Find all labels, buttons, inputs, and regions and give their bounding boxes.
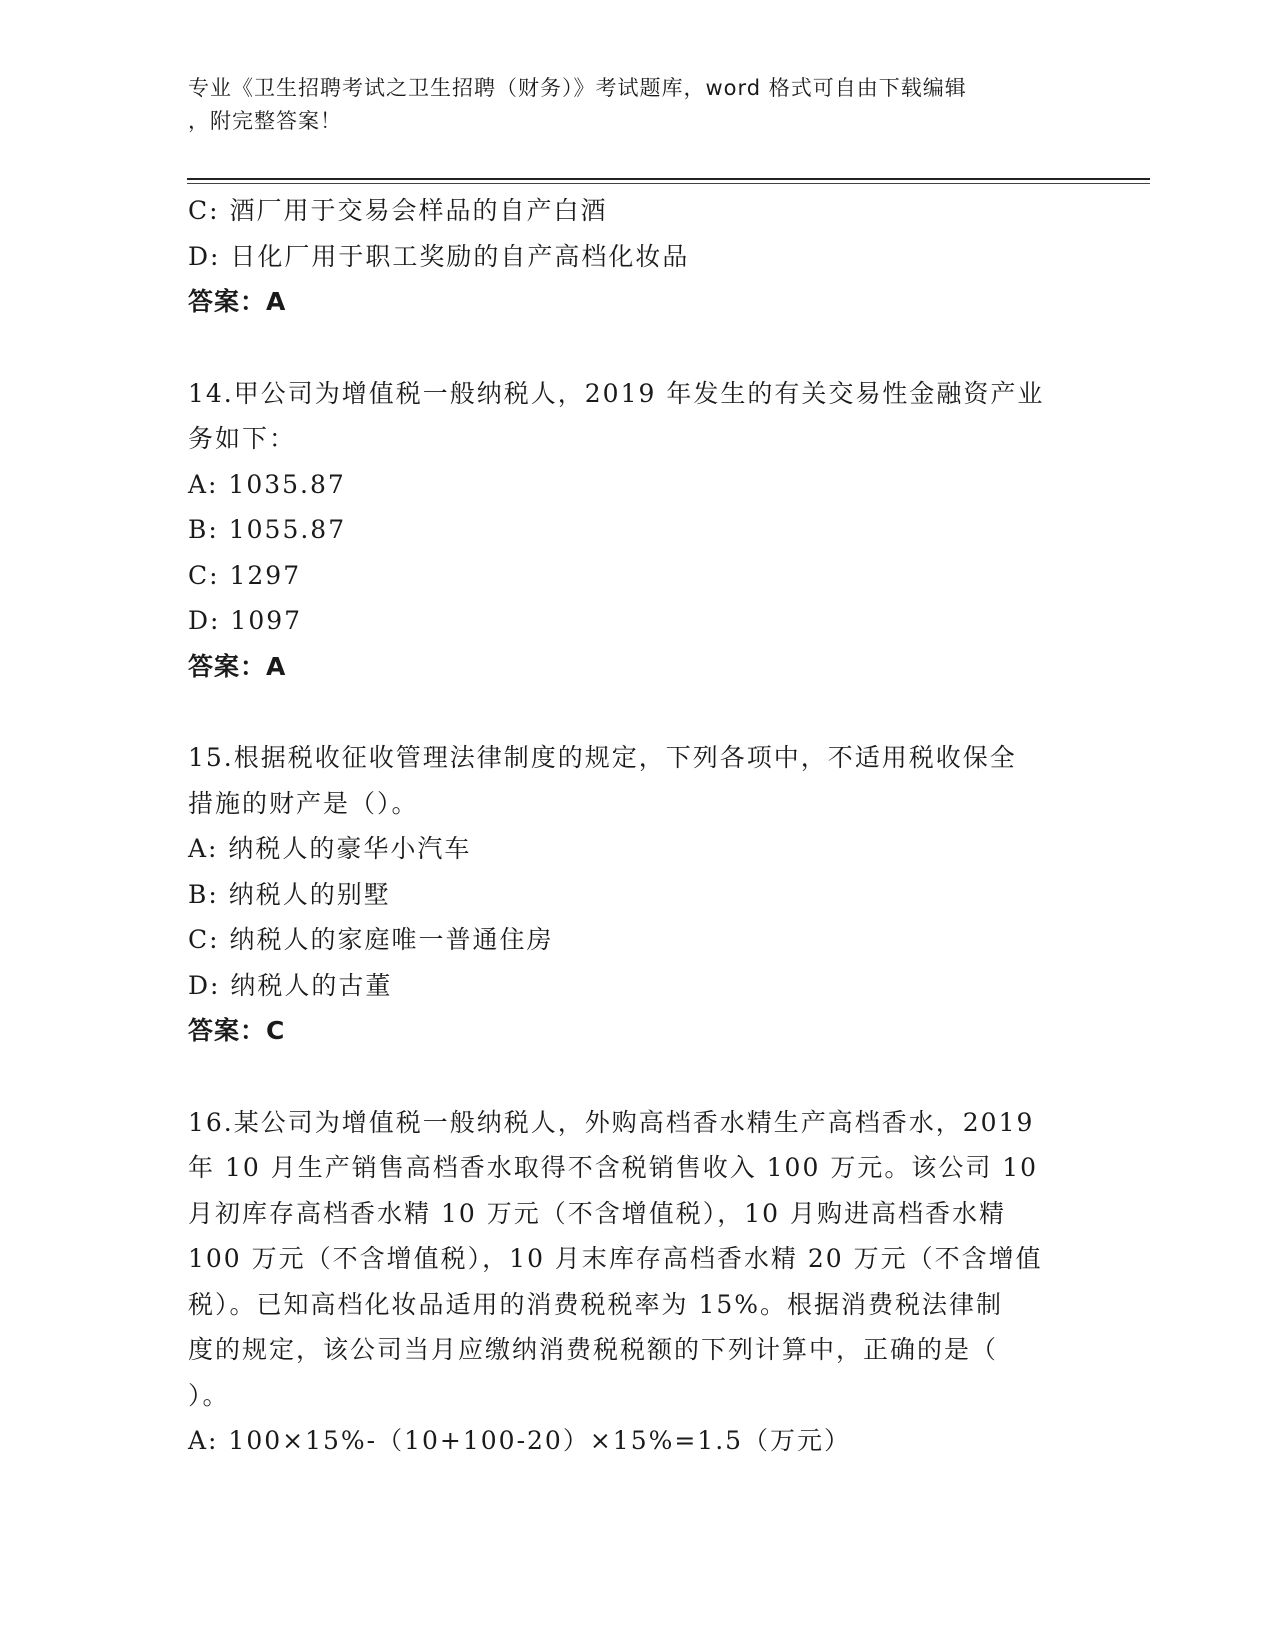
question-text-line-3: 月初库存高档香水精 10 万元（不含增值税），10 月购进高档香水精 xyxy=(188,1198,1006,1228)
question-14 xyxy=(188,371,1088,690)
spacer xyxy=(188,325,1088,371)
option-c: C: 酒厂用于交易会样品的自产白酒 xyxy=(188,196,608,225)
question-text-line-6: 度的规定，该公司当月应缴纳消费税税额的下列计算中，正确的是（ xyxy=(188,1335,999,1364)
header-line-1: 专业《卫生招聘考试之卫生招聘（财务）》考试题库，word 格式可自由下载编辑 xyxy=(188,76,967,100)
answer-line: 答案：A xyxy=(188,287,287,316)
option-a: A: 1035.87 xyxy=(188,469,346,499)
option-a: A: 纳税人的豪华小汽车 xyxy=(188,834,472,863)
question-text-line-1: 16.某公司为增值税一般纳税人，外购高档香水精生产高档香水，2019 xyxy=(188,1107,1035,1137)
header-divider-thick xyxy=(187,178,1150,180)
question-text-line-7: ）。 xyxy=(188,1380,230,1410)
option-c: C: 1297 xyxy=(188,560,302,590)
option-d: D: 纳税人的古董 xyxy=(188,970,393,1000)
header-divider-thin xyxy=(187,183,1150,184)
spacer xyxy=(188,1054,1088,1100)
option-b: B: 纳税人的别墅 xyxy=(188,879,391,909)
question-text-line-2: 年 10 月生产销售高档香水取得不含税销售收入 100 万元。该公司 10 xyxy=(188,1153,1039,1182)
question-13-tail xyxy=(188,188,1088,325)
option-a: A: 100×15%-（10+100-20）×15%=1.5（万元） xyxy=(188,1426,852,1455)
answer-line: 答案：A xyxy=(188,651,287,681)
question-content xyxy=(188,188,1088,1464)
option-d: D: 1097 xyxy=(188,606,303,635)
question-text-line-1: 14.甲公司为增值税一般纳税人，2019 年发生的有关交易性金融资产业 xyxy=(188,378,1045,408)
question-16 xyxy=(188,1100,1088,1464)
question-text-line-1: 15.根据税收征收管理法律制度的规定，下列各项中，不适用税收保全 xyxy=(188,743,1017,772)
option-c: C: 纳税人的家庭唯一普通住房 xyxy=(188,925,554,954)
option-b: B: 1055.87 xyxy=(188,515,347,544)
option-d: D: 日化厂用于职工奖励的自产高档化妆品 xyxy=(188,241,690,271)
question-text-line-2: 措施的财产是（）。 xyxy=(188,788,419,818)
question-text-line-5: 税）。已知高档化妆品适用的消费税税率为 15%。根据消费税法律制 xyxy=(188,1289,1004,1319)
question-text-line-2: 务如下： xyxy=(188,424,297,453)
answer-line: 答案：C xyxy=(188,1016,286,1045)
spacer xyxy=(188,689,1088,735)
question-text-line-4: 100 万元（不含增值税），10 月末库存高档香水精 20 万元（不含增值 xyxy=(188,1244,1043,1273)
question-15 xyxy=(188,735,1088,1054)
header-line-2: ，附完整答案！ xyxy=(188,109,342,133)
document-header xyxy=(188,72,1068,138)
